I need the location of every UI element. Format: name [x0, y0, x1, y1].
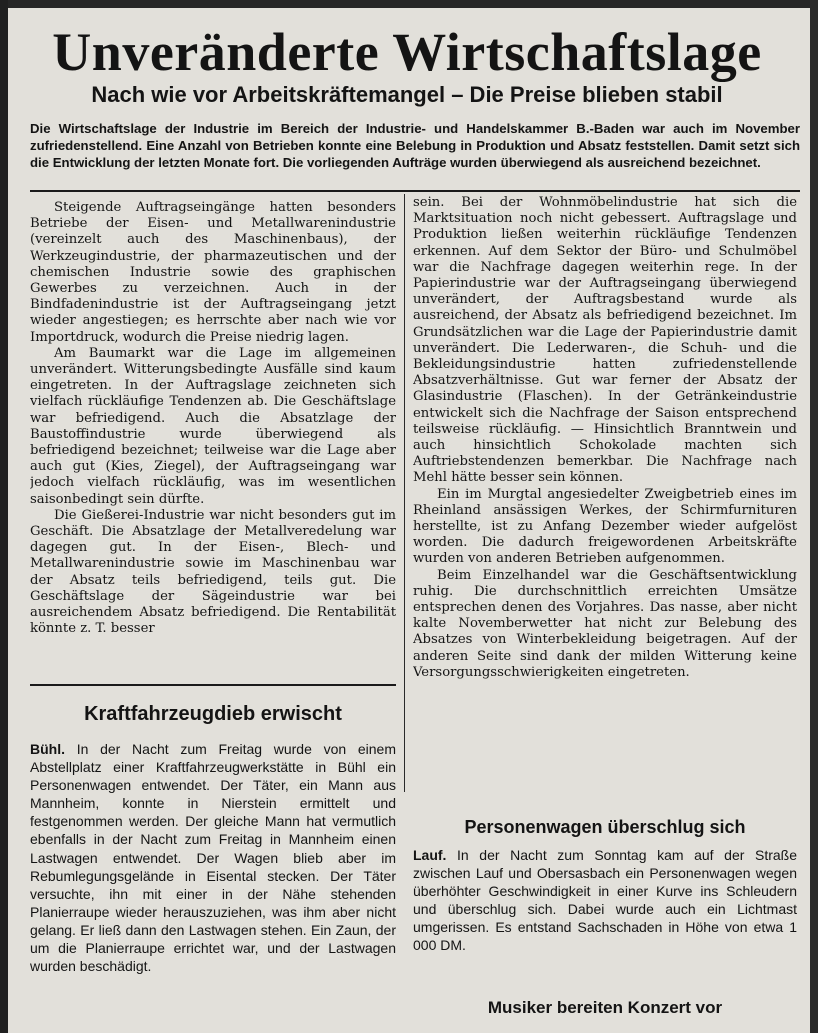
article-left-column [30, 200, 396, 672]
article-paragraph: Steigende Auftragseingänge hatten besonders Betriebe der Eisen- und Metallwarenindustrie (vereinzelt auch des Maschinenbaus), der Werkzeugindustrie, der pharmazeutischen und der chemischen Industrie sowie des graphischen Gewerbes zu verzeichnen. Auch in der Bindfadenindustrie ist der Auftragseingang jetzt wieder angestiegen; es herrschte aber nach wie vor Importdruck, wodurch die Preise niedrig lagen. [30, 200, 396, 345]
story-headline: Kraftfahrzeugdieb erwischt [84, 703, 342, 725]
article-lead: Die Wirtschaftslage der Industrie im Bereich der Industrie- und Handelskammer B.-Baden war auch im November zufriedenstellend. Eine Anzahl von Betrieben konnte eine Belebung in Produktion und Absatz feststellen. Damit setzt sich die Entwicklung der letzten Monate fort. Die vorliegenden Aufträge wurden überwiegend als ausreichend bezeichnet. [30, 121, 800, 170]
scan-edge-top [0, 0, 818, 8]
story-body [30, 740, 396, 1028]
lead-divider [30, 190, 800, 192]
column-divider [404, 194, 405, 792]
article-right-column [413, 195, 797, 795]
story-text: In der Nacht zum Sonntag kam auf der Straße zwischen Lauf und Obersasbach ein Personenwagen wegen überhöhter Geschwindigkeit in einer Kurve ins Schleudern und überschlug sich. Dabei wurde auch ein Lichtmast umgerissen. Es entstand Sachschaden in Höhe von etwa 1 000 DM. [413, 847, 797, 954]
story-body [413, 846, 797, 986]
scan-edge-left [0, 0, 8, 1033]
article-paragraph: Beim Einzelhandel war die Geschäftsentwicklung ruhig. Die durchschnittlich erreichten Umsätze entsprechen denen des Vorjahres. Das nasse, aber nicht kalte Novemberwetter hat nicht zur Belebung des Absatzes von Winterbekleidung beigetragen. Auf der anderen Seite sind dank der milden Witterung keine Versorgungsschwierigkeiten eingetreten. [413, 567, 797, 680]
scan-edge-right [810, 0, 818, 1033]
story-headline: Musiker bereiten Konzert vor [487, 998, 723, 1017]
story-divider [30, 684, 396, 686]
story-place: Bühl. [30, 741, 65, 757]
article-paragraph: Die Gießerei-Industrie war nicht besonders gut im Geschäft. Die Absatzlage der Metallveredelung war dagegen gut. In der Eisen-, Blech- und Metallwarenindustrie sowie im Maschinenbau war der Absatz teils befriedigend, teils gut. Die Geschäftslage der Sägeindustrie war bei ausreichendem Absatz befriedigend. Die Rentabilität könnte z. T. besser [30, 507, 396, 637]
story-text: In der Nacht zum Freitag wurde von einem Abstellplatz einer Kraftfahrzeugwerkstätte in Bühl ein Personenwagen entwendet. Der Täter, ein Mann aus Mannheim, konnte in Nierstein ermittelt und festgenommen werden. Der gleiche Mann hat vermutlich ebenfalls in der Nacht zum Freitag in Mannheim einen Lastwagen entwendet. Der Wagen blieb aber im Rebumlegungsgelände in Eisental stecken. Der Täter versuchte, ihn mit einer in der Nähe stehenden Planierraupe wieder herauszuziehen, was ihm aber nicht gelang. Er ließ dann den Lastwagen stehen. Ein Zaun, der um die Planierraupe errichtet war, und der Lastwagen wurden beschädigt. [30, 741, 396, 975]
story-headline: Personenwagen überschlug sich [464, 817, 746, 837]
article-paragraph: sein. Bei der Wohnmöbelindustrie hat sich die Marktsituation noch nicht gebessert. Auftragslage und Produktion ließen weiterhin rückläufige Tendenzen erkennen. Auf dem Sektor der Büro- und Schulmöbel war die Nachfrage dagegen weiterhin rege. In der Papierindustrie war der Auftragseingang überwiegend unverändert, der Auftragsbestand wurde als ausreichend, der Absatz als befriedigend bezeichnet. Im Grundsätzlichen war die Lage der Papierindustrie damit unverändert. Die Lederwaren-, die Schuh- und die Bekleidungsindustrie hatten zufriedenstellende Absatzverhältnisse. Gut war ferner der Absatz der Glasindustrie (Flaschen). In der Getränkeindustrie entwickelt sich die Nachfrage der Saison entsprechend teilsweise rückläufig. — Hinsichtlich Branntwein und auch hinsichtlich Schokolade machten sich Auftriebstendenzen bemerkbar. Die Nachfrage nach Mehl hätte besser sein können. [413, 195, 797, 486]
article-paragraph: Am Baumarkt war die Lage im allgemeinen unverändert. Witterungsbedingte Ausfälle sind kaum eingetreten. In der Auftragslage zeichneten sich vielfach rückläufige Tendenzen ab. Die Geschäftslage war befriedigend. Auch die Absatzlage der Baustoffindustrie wurde überwiegend als befriedigend bezeichnet; teilweise war die Lage aber auch gut (Kies, Ziegel), der Auftragseingang war jedoch vielfach rückläufig, was im wesentlichen saisonbedingt sein dürfte. [30, 345, 396, 507]
story-place: Lauf. [413, 847, 447, 863]
article-paragraph: Ein im Murgtal angesiedelter Zweigbetrieb eines im Rheinland ansässigen Werkes, der Schirmfurnituren herstellte, ist zu Anfang Dezember wieder aufgelöst worden. Die dadurch freigewordenen Arbeitskräfte wurden von anderen Betrieben aufgenommen. [413, 486, 797, 567]
article-subheadline: Nach wie vor Arbeitskräftemangel – Die Preise blieben stabil [91, 82, 723, 107]
article-headline: Unveränderte Wirtschaftslage [52, 22, 762, 82]
